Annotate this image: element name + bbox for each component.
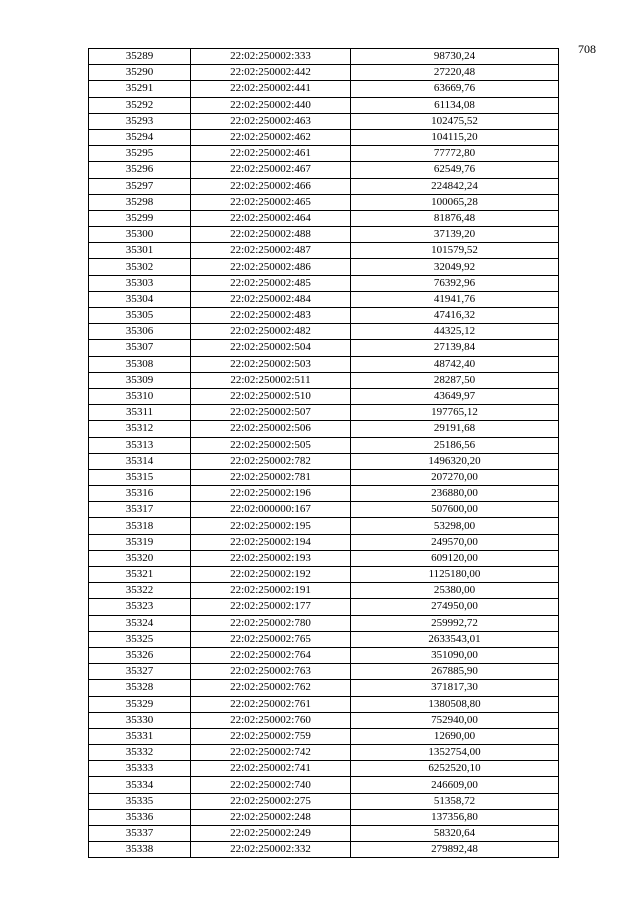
table-row [89,664,559,680]
table-row [89,146,559,162]
cadastral-number-cell: 22:02:250002:764 [191,647,351,663]
table-row [89,777,559,793]
page-number: 708 [578,42,596,56]
row-number-cell: 35303 [89,275,191,291]
row-number-cell: 35314 [89,453,191,469]
cadastral-value-cell: 44325,12 [351,324,559,340]
cadastral-value-cell: 259992,72 [351,615,559,631]
row-number-cell: 35321 [89,567,191,583]
cadastral-number-cell: 22:02:250002:194 [191,534,351,550]
cadastral-value-cell: 25186,56 [351,437,559,453]
cadastral-number-cell: 22:02:250002:464 [191,210,351,226]
row-number-cell: 35296 [89,162,191,178]
cadastral-value-table [88,48,559,858]
row-number-cell: 35302 [89,259,191,275]
cadastral-value-cell: 267885,90 [351,664,559,680]
table-row [89,680,559,696]
cadastral-value-cell: 2633543,01 [351,631,559,647]
cadastral-value-cell: 28287,50 [351,372,559,388]
cadastral-number-cell: 22:02:250002:780 [191,615,351,631]
cadastral-number-cell: 22:02:250002:482 [191,324,351,340]
cadastral-number-cell: 22:02:250002:487 [191,243,351,259]
table-row [89,712,559,728]
table-row [89,567,559,583]
cadastral-value-cell: 609120,00 [351,550,559,566]
cadastral-number-cell: 22:02:250002:193 [191,550,351,566]
cadastral-number-cell: 22:02:250002:191 [191,583,351,599]
table-row [89,227,559,243]
table-row [89,243,559,259]
table-row [89,453,559,469]
cadastral-value-cell: 25380,00 [351,583,559,599]
cadastral-number-cell: 22:02:250002:781 [191,469,351,485]
table-row [89,809,559,825]
cadastral-value-cell: 371817,30 [351,680,559,696]
row-number-cell: 35311 [89,405,191,421]
cadastral-value-cell: 58320,64 [351,826,559,842]
cadastral-value-cell: 51358,72 [351,793,559,809]
table-row [89,49,559,65]
cadastral-value-cell: 81876,48 [351,210,559,226]
table-row [89,356,559,372]
row-number-cell: 35323 [89,599,191,615]
table-row [89,761,559,777]
cadastral-number-cell: 22:02:250002:333 [191,49,351,65]
row-number-cell: 35337 [89,826,191,842]
cadastral-number-cell: 22:02:250002:740 [191,777,351,793]
cadastral-number-cell: 22:02:250002:463 [191,113,351,129]
row-number-cell: 35327 [89,664,191,680]
row-number-cell: 35319 [89,534,191,550]
table-row [89,550,559,566]
row-number-cell: 35330 [89,712,191,728]
cadastral-value-cell: 249570,00 [351,534,559,550]
row-number-cell: 35316 [89,486,191,502]
cadastral-number-cell: 22:02:250002:504 [191,340,351,356]
table-row [89,324,559,340]
cadastral-value-cell: 1496320,20 [351,453,559,469]
row-number-cell: 35326 [89,647,191,663]
cadastral-value-cell: 53298,00 [351,518,559,534]
row-number-cell: 35334 [89,777,191,793]
cadastral-value-cell: 246609,00 [351,777,559,793]
row-number-cell: 35309 [89,372,191,388]
cadastral-value-cell: 43649,97 [351,388,559,404]
cadastral-number-cell: 22:02:250002:249 [191,826,351,842]
table-row [89,405,559,421]
table-row [89,599,559,615]
row-number-cell: 35297 [89,178,191,194]
row-number-cell: 35289 [89,49,191,65]
row-number-cell: 35329 [89,696,191,712]
cadastral-value-cell: 76392,96 [351,275,559,291]
row-number-cell: 35305 [89,308,191,324]
cadastral-number-cell: 22:02:250002:503 [191,356,351,372]
cadastral-value-cell: 207270,00 [351,469,559,485]
row-number-cell: 35295 [89,146,191,162]
cadastral-number-cell: 22:02:250002:484 [191,291,351,307]
cadastral-number-cell: 22:02:250002:510 [191,388,351,404]
row-number-cell: 35331 [89,728,191,744]
table-row [89,437,559,453]
cadastral-number-cell: 22:02:250002:759 [191,728,351,744]
cadastral-value-cell: 98730,24 [351,49,559,65]
cadastral-value-cell: 279892,48 [351,842,559,858]
row-number-cell: 35325 [89,631,191,647]
cadastral-value-cell: 61134,08 [351,97,559,113]
cadastral-number-cell: 22:02:250002:483 [191,308,351,324]
cadastral-value-cell: 63669,76 [351,81,559,97]
cadastral-value-cell: 41941,76 [351,291,559,307]
cadastral-value-cell: 1352754,00 [351,745,559,761]
cadastral-number-cell: 22:02:250002:275 [191,793,351,809]
cadastral-value-cell: 62549,76 [351,162,559,178]
cadastral-value-cell: 48742,40 [351,356,559,372]
cadastral-number-cell: 22:02:250002:742 [191,745,351,761]
table-row [89,129,559,145]
row-number-cell: 35299 [89,210,191,226]
cadastral-number-cell: 22:02:250002:762 [191,680,351,696]
table-row [89,534,559,550]
row-number-cell: 35292 [89,97,191,113]
row-number-cell: 35338 [89,842,191,858]
row-number-cell: 35313 [89,437,191,453]
cadastral-value-cell: 102475,52 [351,113,559,129]
cadastral-value-cell: 12690,00 [351,728,559,744]
cadastral-value-cell: 27220,48 [351,65,559,81]
cadastral-value-cell: 137356,80 [351,809,559,825]
row-number-cell: 35300 [89,227,191,243]
cadastral-value-cell: 752940,00 [351,712,559,728]
table-row [89,194,559,210]
cadastral-value-cell: 27139,84 [351,340,559,356]
table-row [89,340,559,356]
row-number-cell: 35322 [89,583,191,599]
row-number-cell: 35318 [89,518,191,534]
cadastral-number-cell: 22:02:250002:462 [191,129,351,145]
cadastral-number-cell: 22:02:250002:465 [191,194,351,210]
table-row [89,647,559,663]
cadastral-number-cell: 22:02:250002:466 [191,178,351,194]
cadastral-value-cell: 224842,24 [351,178,559,194]
table-row [89,469,559,485]
cadastral-number-cell: 22:02:250002:765 [191,631,351,647]
table-body [89,49,559,858]
row-number-cell: 35317 [89,502,191,518]
row-number-cell: 35307 [89,340,191,356]
cadastral-number-cell: 22:02:250002:741 [191,761,351,777]
cadastral-number-cell: 22:02:250002:485 [191,275,351,291]
row-number-cell: 35324 [89,615,191,631]
cadastral-value-cell: 1380508,80 [351,696,559,712]
table-row [89,826,559,842]
cadastral-value-cell: 47416,32 [351,308,559,324]
cadastral-number-cell: 22:02:250002:441 [191,81,351,97]
cadastral-number-cell: 22:02:250002:440 [191,97,351,113]
cadastral-value-cell: 236880,00 [351,486,559,502]
row-number-cell: 35336 [89,809,191,825]
table-row [89,631,559,647]
cadastral-number-cell: 22:02:250002:488 [191,227,351,243]
cadastral-number-cell: 22:02:250002:486 [191,259,351,275]
table-row [89,745,559,761]
row-number-cell: 35332 [89,745,191,761]
cadastral-number-cell: 22:02:250002:511 [191,372,351,388]
cadastral-value-cell: 37139,20 [351,227,559,243]
table-row [89,793,559,809]
table-row [89,259,559,275]
row-number-cell: 35310 [89,388,191,404]
table-row [89,291,559,307]
table-row [89,842,559,858]
row-number-cell: 35328 [89,680,191,696]
table-row [89,421,559,437]
row-number-cell: 35301 [89,243,191,259]
row-number-cell: 35291 [89,81,191,97]
table-row [89,372,559,388]
row-number-cell: 35333 [89,761,191,777]
cadastral-value-cell: 29191,68 [351,421,559,437]
cadastral-number-cell: 22:02:250002:507 [191,405,351,421]
table-row [89,486,559,502]
cadastral-value-cell: 100065,28 [351,194,559,210]
cadastral-value-cell: 197765,12 [351,405,559,421]
table-row [89,97,559,113]
table-row [89,728,559,744]
cadastral-number-cell: 22:02:250002:467 [191,162,351,178]
cadastral-number-cell: 22:02:250002:332 [191,842,351,858]
cadastral-number-cell: 22:02:250002:760 [191,712,351,728]
table-row [89,502,559,518]
cadastral-number-cell: 22:02:250002:442 [191,65,351,81]
cadastral-value-cell: 351090,00 [351,647,559,663]
cadastral-value-cell: 104115,20 [351,129,559,145]
row-number-cell: 35293 [89,113,191,129]
row-number-cell: 35294 [89,129,191,145]
table-row [89,275,559,291]
table-row [89,615,559,631]
cadastral-value-cell: 1125180,00 [351,567,559,583]
cadastral-value-cell: 507600,00 [351,502,559,518]
table-row [89,583,559,599]
row-number-cell: 35298 [89,194,191,210]
row-number-cell: 35312 [89,421,191,437]
row-number-cell: 35320 [89,550,191,566]
cadastral-number-cell: 22:02:250002:505 [191,437,351,453]
cadastral-number-cell: 22:02:250002:461 [191,146,351,162]
table-row [89,178,559,194]
row-number-cell: 35304 [89,291,191,307]
table-row [89,308,559,324]
cadastral-number-cell: 22:02:250002:195 [191,518,351,534]
row-number-cell: 35315 [89,469,191,485]
cadastral-value-cell: 6252520,10 [351,761,559,777]
cadastral-value-cell: 32049,92 [351,259,559,275]
row-number-cell: 35290 [89,65,191,81]
cadastral-value-cell: 274950,00 [351,599,559,615]
cadastral-number-cell: 22:02:250002:782 [191,453,351,469]
cadastral-value-cell: 77772,80 [351,146,559,162]
cadastral-number-cell: 22:02:250002:761 [191,696,351,712]
table-row [89,162,559,178]
cadastral-number-cell: 22:02:000000:167 [191,502,351,518]
cadastral-number-cell: 22:02:250002:177 [191,599,351,615]
cadastral-value-cell: 101579,52 [351,243,559,259]
table-row [89,518,559,534]
row-number-cell: 35308 [89,356,191,372]
row-number-cell: 35306 [89,324,191,340]
table-row [89,65,559,81]
table-row [89,210,559,226]
cadastral-number-cell: 22:02:250002:506 [191,421,351,437]
table-row [89,81,559,97]
cadastral-number-cell: 22:02:250002:248 [191,809,351,825]
cadastral-number-cell: 22:02:250002:196 [191,486,351,502]
cadastral-number-cell: 22:02:250002:763 [191,664,351,680]
table-row [89,388,559,404]
cadastral-number-cell: 22:02:250002:192 [191,567,351,583]
row-number-cell: 35335 [89,793,191,809]
table-row [89,113,559,129]
table-row [89,696,559,712]
